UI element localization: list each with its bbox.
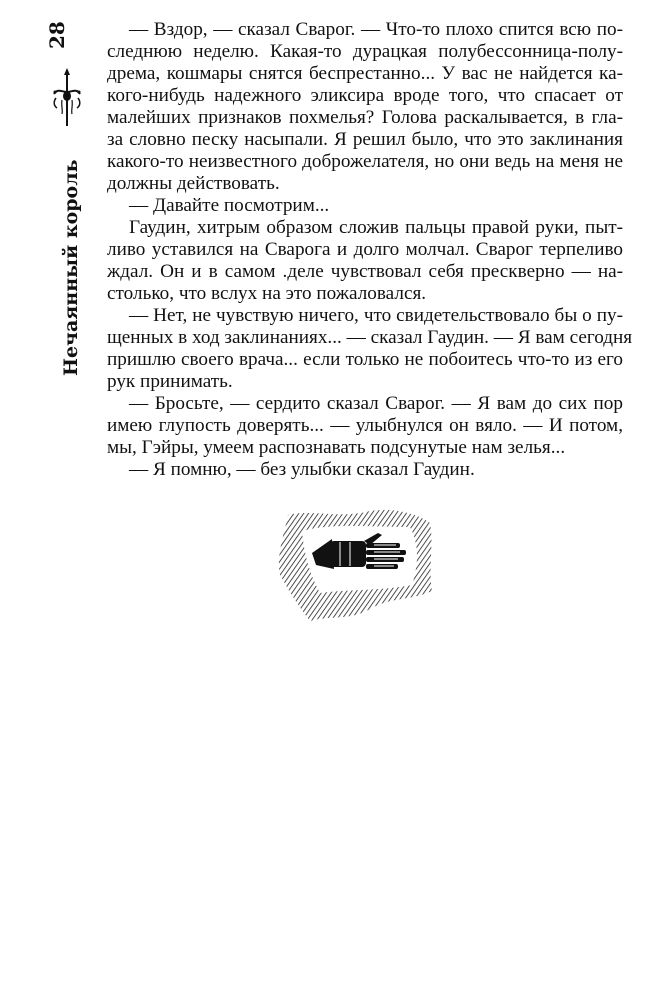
text-line: столько, что вслух на это пожаловался. xyxy=(107,283,427,304)
text-line: за словно песку насыпали. Я решил было, что это заклинания xyxy=(107,129,623,150)
text-line: мы, Гэйры, умеем распознавать подсунутые нам зелья... xyxy=(107,437,566,458)
text-line: ждал. Он и в самом .деле чувствовал себя прескверно — на- xyxy=(107,261,623,282)
armored-gauntlet-hand-icon xyxy=(270,505,440,625)
page-number: 28 xyxy=(45,21,69,49)
text-line: — Давайте посмотрим... xyxy=(129,195,330,216)
text-line: должны действовать. xyxy=(107,173,280,194)
text-line: — Нет, не чувствую ничего, что свидетельствовало бы о пу- xyxy=(129,305,623,326)
text-line: — Бросьте, — сердито сказал Сварог. — Я вам до сих пор xyxy=(129,393,623,414)
text-line: щенных в ход заклинаниях... — сказал Гаудин. — Я вам сегодня xyxy=(107,327,633,348)
text-line: рук принимать. xyxy=(107,371,233,392)
text-line: ливо уставился на Сварога и долго молчал. Сварог терпеливо xyxy=(107,239,623,260)
text-line: кого-нибудь надежного эликсира вроде того, что спасает от xyxy=(107,85,623,106)
dagger-ornament-icon xyxy=(50,68,84,128)
text-line: дрема, кошмары снятся беспрестанно... У вас не найдется ка- xyxy=(107,63,623,84)
text-line: имею глупость доверять... — улыбнулся он вяло. — И потом, xyxy=(107,415,623,436)
text-line: — Я помню, — без улыбки сказал Гаудин. xyxy=(129,459,475,480)
running-title: Нечаянный король xyxy=(60,159,82,376)
text-line: какого-то неизвестного доброжелателя, но они ведь на меня не xyxy=(107,151,623,172)
text-line: — Вздор, — сказал Сварог. — Что-то плохо спится всю по- xyxy=(129,19,623,40)
text-line: следнюю неделю. Какая-то дурацкая полубессонница-полу- xyxy=(107,41,623,62)
text-line: Гаудин, хитрым образом сложив пальцы правой руки, пыт- xyxy=(129,217,623,238)
body-text xyxy=(107,19,633,481)
text-line: пришлю своего врача... если только не побоитесь что-то из его xyxy=(107,349,623,370)
text-line: малейших признаков похмелья? Голова раскалывается, в гла- xyxy=(107,107,623,128)
